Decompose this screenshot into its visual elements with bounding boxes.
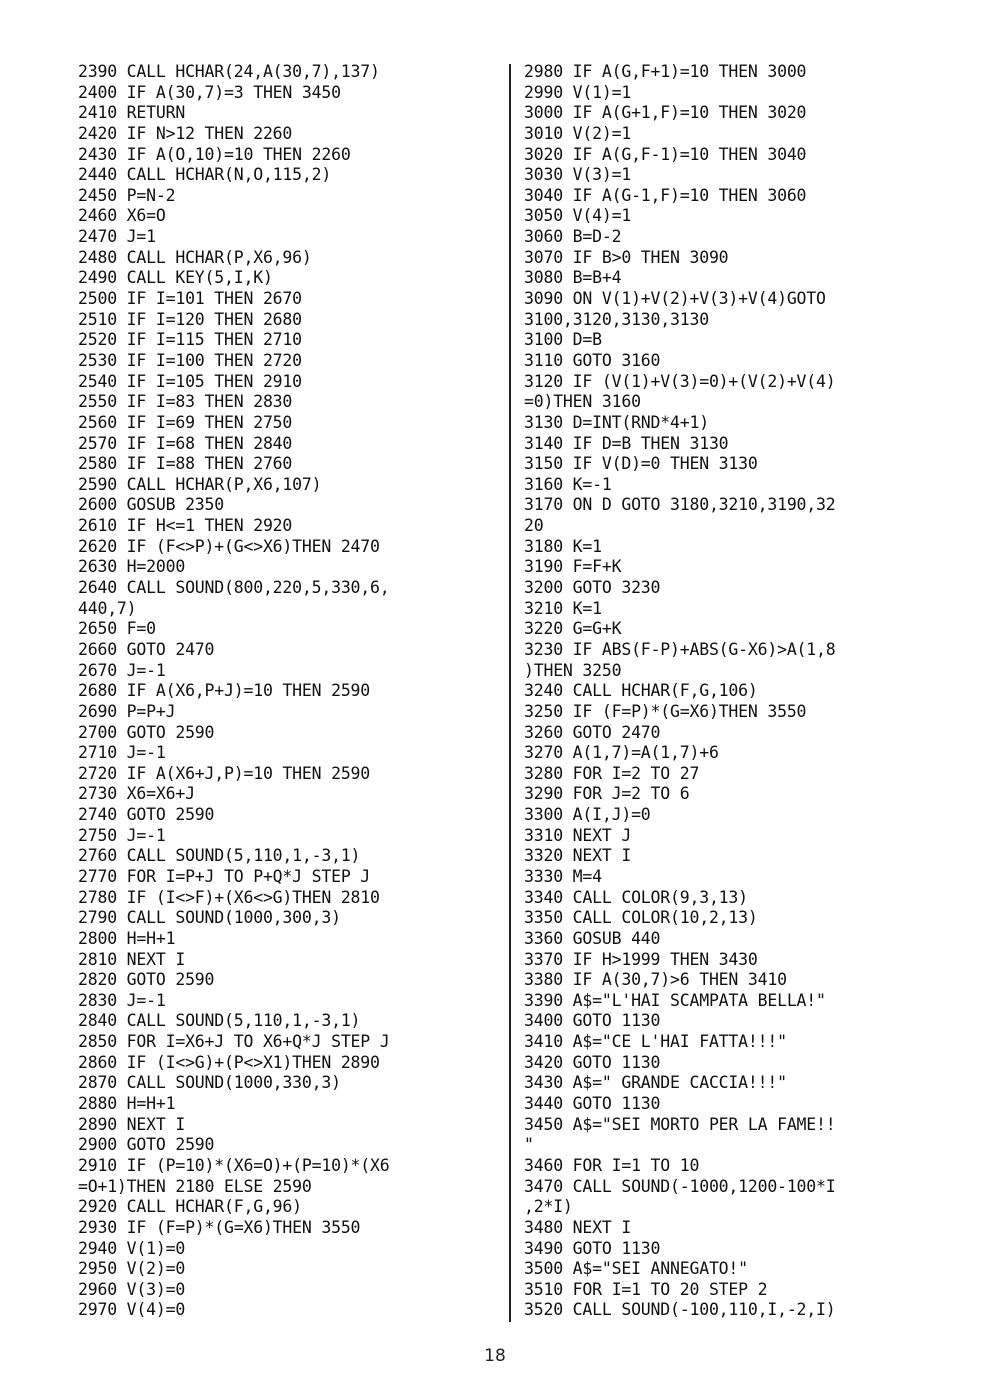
code-line: 2440 CALL HCHAR(N,O,115,2) xyxy=(78,165,332,185)
code-line: 2450 P=N-2 xyxy=(78,185,176,205)
code-line: 3370 IF H>1999 THEN 3430 xyxy=(524,949,758,969)
code-line: 3100,3120,3130,3130 xyxy=(524,309,709,329)
code-line: 2670 J=-1 xyxy=(78,660,166,680)
code-line: 3260 GOTO 2470 xyxy=(524,722,661,742)
code-line: 3440 GOTO 1130 xyxy=(524,1094,661,1114)
code-line: 2950 V(2)=0 xyxy=(78,1259,186,1279)
code-line: 2430 IF A(O,10)=10 THEN 2260 xyxy=(78,144,351,164)
code-line: 3380 IF A(30,7)>6 THEN 3410 xyxy=(524,970,787,990)
code-line: 2510 IF I=120 THEN 2680 xyxy=(78,309,302,329)
code-line: 2410 RETURN xyxy=(78,103,186,123)
code-line: 3200 GOTO 3230 xyxy=(524,578,661,598)
code-line: 2940 V(1)=0 xyxy=(78,1238,186,1258)
code-line: 3280 FOR I=2 TO 27 xyxy=(524,763,700,783)
code-line: 2600 GOSUB 2350 xyxy=(78,495,225,515)
code-line: 2500 IF I=101 THEN 2670 xyxy=(78,289,302,309)
code-line: 2730 X6=X6+J xyxy=(78,784,195,804)
code-line: 2490 CALL KEY(5,I,K) xyxy=(78,268,273,288)
code-line: 3050 V(4)=1 xyxy=(524,206,632,226)
code-line: 2990 V(1)=1 xyxy=(524,82,632,102)
code-line: 2690 P=P+J xyxy=(78,701,176,721)
code-line: 2520 IF I=115 THEN 2710 xyxy=(78,330,302,350)
code-line: 3390 A$="L'HAI SCAMPATA BELLA!" xyxy=(524,990,826,1010)
code-line: 3330 M=4 xyxy=(524,866,602,886)
code-line: 3180 K=1 xyxy=(524,536,602,556)
code-line: 2880 H=H+1 xyxy=(78,1094,176,1114)
code-line: 3250 IF (F=P)*(G=X6)THEN 3550 xyxy=(524,701,807,721)
code-line: 3240 CALL HCHAR(F,G,106) xyxy=(524,681,758,701)
code-line: 2530 IF I=100 THEN 2720 xyxy=(78,350,302,370)
code-line: 2870 CALL SOUND(1000,330,3) xyxy=(78,1073,341,1093)
code-line: 2560 IF I=69 THEN 2750 xyxy=(78,412,293,432)
code-line: 2470 J=1 xyxy=(78,227,156,247)
code-line: 2830 J=-1 xyxy=(78,990,166,1010)
code-line: 2550 IF I=83 THEN 2830 xyxy=(78,392,293,412)
code-line: 2610 IF H<=1 THEN 2920 xyxy=(78,516,293,536)
code-line: 3430 A$=" GRANDE CACCIA!!!" xyxy=(524,1073,787,1093)
code-line: 2770 FOR I=P+J TO P+Q*J STEP J xyxy=(78,866,371,886)
code-line: 2810 NEXT I xyxy=(78,949,186,969)
code-line: 3310 NEXT J xyxy=(524,825,632,845)
code-line: 2570 IF I=68 THEN 2840 xyxy=(78,433,293,453)
code-line: 3150 IF V(D)=0 THEN 3130 xyxy=(524,454,758,474)
code-line: 2630 H=2000 xyxy=(78,557,186,577)
code-line: 2580 IF I=88 THEN 2760 xyxy=(78,454,293,474)
code-line: 2590 CALL HCHAR(P,X6,107) xyxy=(78,474,322,494)
code-line: 3040 IF A(G-1,F)=10 THEN 3060 xyxy=(524,185,807,205)
code-line: 3080 B=B+4 xyxy=(524,268,622,288)
code-line: 2660 GOTO 2470 xyxy=(78,639,215,659)
code-line: 3470 CALL SOUND(-1000,1200-100*I xyxy=(524,1176,836,1196)
code-line: 2930 IF (F=P)*(G=X6)THEN 3550 xyxy=(78,1217,361,1237)
code-line: 2820 GOTO 2590 xyxy=(78,970,215,990)
code-line: 3140 IF D=B THEN 3130 xyxy=(524,433,729,453)
code-line: 2480 CALL HCHAR(P,X6,96) xyxy=(78,247,312,267)
code-line: 3300 A(I,J)=0 xyxy=(524,805,651,825)
code-line: 3060 B=D-2 xyxy=(524,227,622,247)
code-line: " xyxy=(524,1135,534,1155)
code-line: 3400 GOTO 1130 xyxy=(524,1011,661,1031)
code-line: 3520 CALL SOUND(-100,110,I,-2,I) xyxy=(524,1300,836,1320)
code-line: 2680 IF A(X6,P+J)=10 THEN 2590 xyxy=(78,681,371,701)
code-line: 3190 F=F+K xyxy=(524,557,622,577)
code-listing-right-column xyxy=(524,62,964,1321)
code-line: 2860 IF (I<>G)+(P<>X1)THEN 2890 xyxy=(78,1052,380,1072)
code-line: 3350 CALL COLOR(10,2,13) xyxy=(524,908,758,928)
code-line: 3030 V(3)=1 xyxy=(524,165,632,185)
code-line: 2420 IF N>12 THEN 2260 xyxy=(78,123,293,143)
code-line: 2970 V(4)=0 xyxy=(78,1300,186,1320)
code-line: 20 xyxy=(524,516,544,536)
code-line: 3420 GOTO 1130 xyxy=(524,1052,661,1072)
column-divider xyxy=(509,64,511,1322)
code-line: 3320 NEXT I xyxy=(524,846,632,866)
code-line: 2960 V(3)=0 xyxy=(78,1279,186,1299)
code-line: 2920 CALL HCHAR(F,G,96) xyxy=(78,1197,302,1217)
code-line: 2720 IF A(X6+J,P)=10 THEN 2590 xyxy=(78,763,371,783)
code-line: 3450 A$="SEI MORTO PER LA FAME!! xyxy=(524,1114,836,1134)
code-line: 3360 GOSUB 440 xyxy=(524,928,661,948)
code-line: 2400 IF A(30,7)=3 THEN 3450 xyxy=(78,82,341,102)
code-line: 3460 FOR I=1 TO 10 xyxy=(524,1155,700,1175)
page-number: 18 xyxy=(484,1346,506,1366)
code-line: 3110 GOTO 3160 xyxy=(524,350,661,370)
code-line: 3160 K=-1 xyxy=(524,474,612,494)
code-line: )THEN 3250 xyxy=(524,660,622,680)
code-line: 3270 A(1,7)=A(1,7)+6 xyxy=(524,743,719,763)
code-line: 2840 CALL SOUND(5,110,1,-3,1) xyxy=(78,1011,361,1031)
code-line: 3290 FOR J=2 TO 6 xyxy=(524,784,690,804)
code-line: ,2*I) xyxy=(524,1197,573,1217)
code-line: 3480 NEXT I xyxy=(524,1217,632,1237)
code-line: 2640 CALL SOUND(800,220,5,330,6, xyxy=(78,578,390,598)
code-line: 3490 GOTO 1130 xyxy=(524,1238,661,1258)
code-line: 2710 J=-1 xyxy=(78,743,166,763)
code-listing-left-column xyxy=(78,62,498,1321)
code-line: 2900 GOTO 2590 xyxy=(78,1135,215,1155)
code-line: 3510 FOR I=1 TO 20 STEP 2 xyxy=(524,1279,768,1299)
code-line: 2650 F=0 xyxy=(78,619,156,639)
code-line: 2700 GOTO 2590 xyxy=(78,722,215,742)
code-line: 2760 CALL SOUND(5,110,1,-3,1) xyxy=(78,846,361,866)
code-line: 2390 CALL HCHAR(24,A(30,7),137) xyxy=(78,62,380,81)
code-line: 2890 NEXT I xyxy=(78,1114,186,1134)
code-line: 3120 IF (V(1)+V(3)=0)+(V(2)+V(4) xyxy=(524,371,836,391)
code-line: =O+1)THEN 2180 ELSE 2590 xyxy=(78,1176,312,1196)
code-line: =0)THEN 3160 xyxy=(524,392,641,412)
code-line: 3130 D=INT(RND*4+1) xyxy=(524,412,709,432)
code-line: 2620 IF (F<>P)+(G<>X6)THEN 2470 xyxy=(78,536,380,556)
code-line: 3500 A$="SEI ANNEGATO!" xyxy=(524,1259,748,1279)
code-line: 3230 IF ABS(F-P)+ABS(G-X6)>A(1,8 xyxy=(524,639,836,659)
code-line: 3170 ON D GOTO 3180,3210,3190,32 xyxy=(524,495,836,515)
code-line: 3070 IF B>0 THEN 3090 xyxy=(524,247,729,267)
code-line: 2980 IF A(G,F+1)=10 THEN 3000 xyxy=(524,62,807,81)
code-line: 3210 K=1 xyxy=(524,598,602,618)
code-line: 2850 FOR I=X6+J TO X6+Q*J STEP J xyxy=(78,1032,390,1052)
code-line: 3410 A$="CE L'HAI FATTA!!!" xyxy=(524,1032,787,1052)
code-line: 2460 X6=O xyxy=(78,206,166,226)
code-line: 3100 D=B xyxy=(524,330,602,350)
code-line: 2800 H=H+1 xyxy=(78,928,176,948)
code-line: 3220 G=G+K xyxy=(524,619,622,639)
code-line: 3010 V(2)=1 xyxy=(524,123,632,143)
code-line: 3090 ON V(1)+V(2)+V(3)+V(4)GOTO xyxy=(524,289,826,309)
code-line: 2540 IF I=105 THEN 2910 xyxy=(78,371,302,391)
code-line: 2910 IF (P=10)*(X6=O)+(P=10)*(X6 xyxy=(78,1155,390,1175)
code-line: 3020 IF A(G,F-1)=10 THEN 3040 xyxy=(524,144,807,164)
code-line: 2790 CALL SOUND(1000,300,3) xyxy=(78,908,341,928)
code-line: 440,7) xyxy=(78,598,137,618)
code-line: 2740 GOTO 2590 xyxy=(78,805,215,825)
code-line: 2780 IF (I<>F)+(X6<>G)THEN 2810 xyxy=(78,887,380,907)
code-line: 3340 CALL COLOR(9,3,13) xyxy=(524,887,748,907)
code-line: 2750 J=-1 xyxy=(78,825,166,845)
code-line: 3000 IF A(G+1,F)=10 THEN 3020 xyxy=(524,103,807,123)
